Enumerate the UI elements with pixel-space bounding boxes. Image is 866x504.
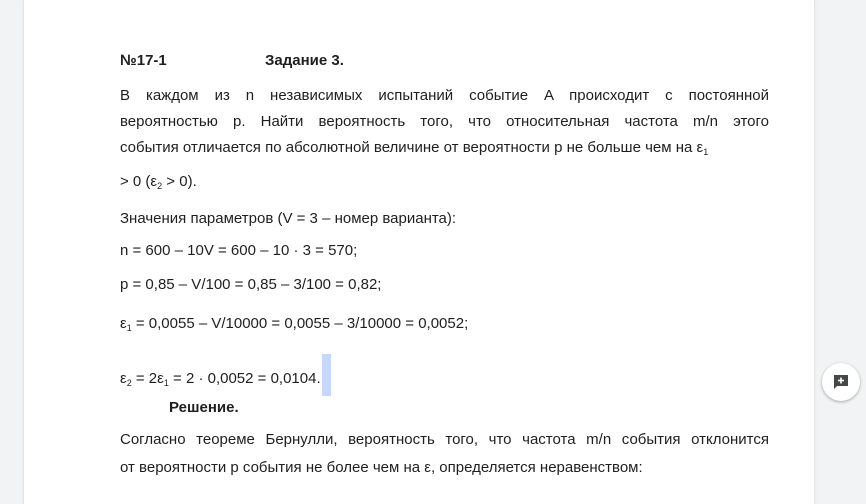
epsilon-symbol: ε [120,315,127,332]
paragraph-line: от вероятности p события не более чем на ε, определяется неравенством: [120,459,643,476]
formula-n: n = 600 – 10V = 600 – 10 · 3 = 570; [120,242,358,259]
task-title: Задание 3. [265,52,344,69]
text-cursor-selection[interactable] [322,354,331,396]
subscript: 2 [157,181,163,191]
solution-heading: Решение. [169,399,239,416]
formula-text: = 0,0055 – V/10000 = 0,0055 – 3/10000 = 0,0052; [131,315,469,332]
add-comment-button[interactable] [822,363,860,401]
paragraph-line: В каждом из n независимых испытаний событие A происходит с постоянной [120,87,769,104]
subscript: 1 [703,147,709,157]
subscript: 1 [126,323,132,333]
paragraph-line: Согласно теореме Бернулли, вероятность того, что частота m/n события отклонится [120,431,769,448]
subscript: 2 [126,377,132,388]
subscript: 1 [163,377,169,388]
paragraph-line [120,172,197,192]
formula-epsilon2 [120,358,331,400]
formula-text: = 2 · 0,0052 = 0,0104. [168,369,321,387]
paragraph-text: события отличается по абсолютной величине от вероятности p не больше чем на ε [120,139,704,156]
paragraph-text: > 0). [162,173,197,190]
task-number: №17-1 [120,52,167,69]
formula-p: p = 0,85 – V/100 = 0,85 – 3/100 = 0,82; [120,276,382,293]
paragraph-line: вероятностью p. Найти вероятность того, что относительная частота m/n этого [120,113,769,130]
document-page[interactable] [24,0,814,504]
formula-epsilon1 [120,314,468,334]
add-comment-icon [832,373,850,391]
params-heading: Значения параметров (V = 3 – номер варианта): [120,210,457,227]
formula-text: = 2ε [131,369,164,387]
paragraph-line [120,138,708,158]
epsilon-symbol: ε [120,369,127,387]
paragraph-text: > 0 (ε [120,173,158,190]
